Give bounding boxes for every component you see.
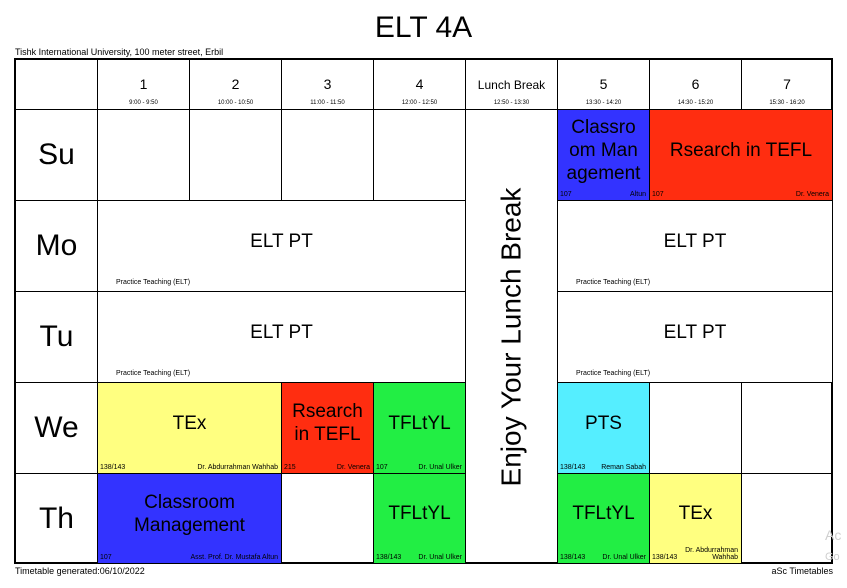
lesson-subject: TEx xyxy=(172,412,207,434)
lesson-cell[interactable] xyxy=(282,383,374,474)
lesson-cell[interactable] xyxy=(558,383,650,474)
lunch-break-text: Enjoy Your Lunch Break xyxy=(495,187,527,486)
period-number: 7 xyxy=(783,76,791,92)
lesson-subject: Classroom Management xyxy=(134,491,245,536)
lesson-cell[interactable] xyxy=(650,474,742,564)
lesson-note: Practice Teaching (ELT) xyxy=(116,279,191,286)
lesson-subject: ELT PT xyxy=(250,230,313,252)
lesson-room: 107 xyxy=(652,191,664,198)
lesson-cell[interactable] xyxy=(374,383,466,474)
period-number: 5 xyxy=(599,76,608,92)
day-label-tu: Tu xyxy=(16,292,98,383)
lesson-cell[interactable] xyxy=(98,383,282,474)
brand-label: aSc Timetables xyxy=(771,566,833,576)
period-number: 2 xyxy=(231,76,240,92)
lesson-room: 107 xyxy=(376,464,388,471)
day-label-su: Su xyxy=(16,110,98,201)
empty-slot xyxy=(98,110,190,201)
empty-slot xyxy=(742,474,833,564)
lesson-cell[interactable] xyxy=(98,474,282,564)
lesson-room: 215 xyxy=(284,464,296,471)
lesson-subject: TFLtYL xyxy=(388,412,451,434)
timetable-grid xyxy=(14,58,833,564)
empty-slot xyxy=(282,474,374,564)
lesson-teacher: Dr. Venera xyxy=(795,191,829,198)
lesson-teacher: Dr. Abdurrahman Wahhab xyxy=(685,547,738,561)
lesson-teacher: Dr. Abdurrahman Wahhab xyxy=(197,464,278,471)
watermark-line-1: Ac xyxy=(825,527,842,543)
lesson-subject: Rsearch in TEFL xyxy=(292,401,363,445)
period-number: 4 xyxy=(415,76,424,92)
period-number: 1 xyxy=(139,76,148,92)
period-time: 10:00 - 10:50 xyxy=(217,100,254,106)
lesson-subject: TFLtYL xyxy=(572,503,635,524)
lesson-room: 107 xyxy=(100,554,112,561)
lesson-note: Practice Teaching (ELT) xyxy=(576,370,651,377)
lesson-cell[interactable] xyxy=(374,474,466,564)
generated-date: Timetable generated:06/10/2022 xyxy=(15,566,145,576)
lesson-room: 138/143 xyxy=(560,464,586,471)
period-time: 14:30 - 15:20 xyxy=(677,100,714,106)
lesson-subject: PTS xyxy=(585,412,622,434)
lesson-subject: Rsearch in TEFL xyxy=(669,139,813,161)
day-label-mo: Mo xyxy=(16,201,98,292)
day-label-we: We xyxy=(16,383,98,474)
day-label-th: Th xyxy=(16,474,98,564)
timetable-title: ELT 4A xyxy=(374,11,473,44)
period-time: 13:30 - 14:20 xyxy=(585,100,622,106)
empty-slot xyxy=(374,110,466,201)
header-period-3 xyxy=(282,60,374,110)
lesson-note: Practice Teaching (ELT) xyxy=(116,370,191,377)
lesson-room: 138/143 xyxy=(652,554,678,561)
lesson-room: 107 xyxy=(560,191,572,198)
lesson-teacher: Dr. Unal Ulker xyxy=(418,464,462,471)
header-period-7 xyxy=(742,60,833,110)
header-period-1 xyxy=(98,60,190,110)
corner-cell xyxy=(16,60,98,110)
lesson-subject: ELT PT xyxy=(250,321,313,343)
lesson-cell[interactable] xyxy=(650,110,833,201)
activation-watermark xyxy=(825,524,847,568)
period-time: 12:00 - 12:50 xyxy=(401,100,438,106)
empty-slot xyxy=(742,383,833,474)
empty-slot xyxy=(650,383,742,474)
period-time: 9:00 - 9:50 xyxy=(129,100,158,106)
school-address: Tishk International University, 100 meter street, Erbil xyxy=(15,47,224,57)
lesson-teacher: Asst. Prof. Dr. Mustafa Altun xyxy=(190,554,278,561)
header-period-5 xyxy=(558,60,650,110)
period-time: 11:00 - 11:50 xyxy=(310,100,345,106)
lesson-subject: ELT PT xyxy=(663,230,727,252)
lesson-subject: Classro om Man agement xyxy=(566,116,641,184)
lesson-cell[interactable] xyxy=(558,201,833,292)
empty-slot xyxy=(282,110,374,201)
header-period-2 xyxy=(190,60,282,110)
lesson-teacher: Reman Sabah xyxy=(601,464,646,471)
lesson-subject: ELT PT xyxy=(663,321,727,343)
period-number: 3 xyxy=(323,76,332,92)
lesson-note: Practice Teaching (ELT) xyxy=(576,279,651,286)
lesson-room: 138/143 xyxy=(100,464,126,471)
period-time: 15:30 - 16:20 xyxy=(769,100,805,106)
lesson-teacher: Dr. Venera xyxy=(336,464,370,471)
lesson-cell[interactable] xyxy=(558,110,650,201)
lesson-cell[interactable] xyxy=(558,474,650,564)
empty-slot xyxy=(190,110,282,201)
lesson-teacher: Altun xyxy=(630,191,646,198)
watermark-line-2: Go xyxy=(825,551,840,563)
lesson-teacher: Dr. Unal Ulker xyxy=(418,554,462,561)
lesson-subject: TFLtYL xyxy=(388,503,451,524)
lesson-room: 138/143 xyxy=(376,554,402,561)
period-time: 12:50 - 13:30 xyxy=(493,100,530,106)
header-period-6 xyxy=(650,60,742,110)
lunch-break-cell xyxy=(466,110,558,564)
header-label: Lunch Break xyxy=(477,78,546,92)
lesson-room: 138/143 xyxy=(560,554,586,561)
lesson-cell[interactable] xyxy=(98,201,466,292)
header-period-4 xyxy=(374,60,466,110)
period-number: 6 xyxy=(691,76,700,92)
lesson-cell[interactable] xyxy=(98,292,466,383)
lesson-subject: TEx xyxy=(678,503,713,524)
lesson-teacher: Dr. Unal Ulker xyxy=(602,554,646,561)
lesson-cell[interactable] xyxy=(558,292,833,383)
header-lunch-break xyxy=(466,60,558,110)
